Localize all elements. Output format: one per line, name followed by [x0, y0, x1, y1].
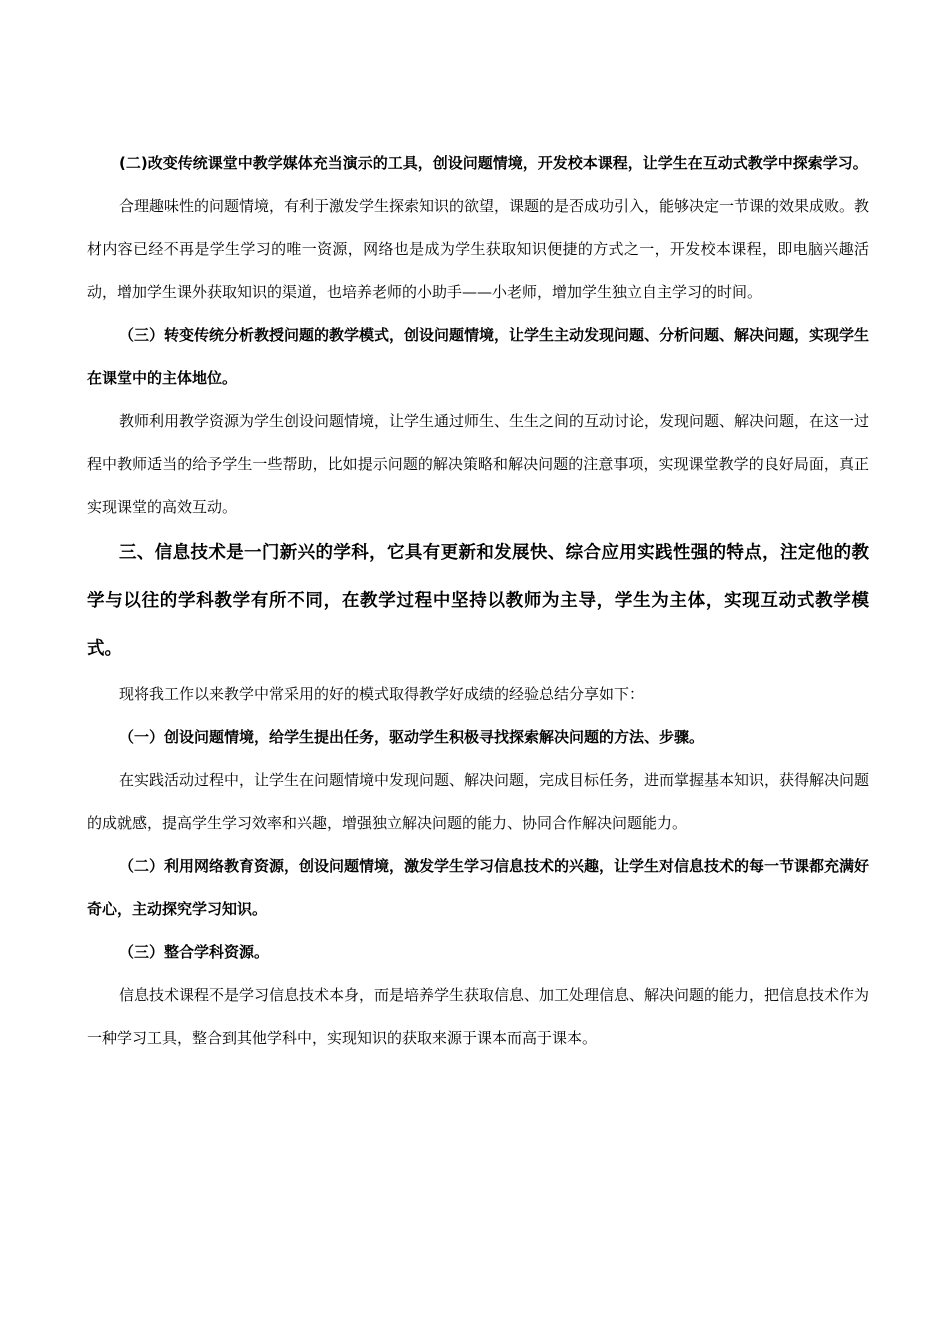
chapter-heading-3: 三、信息技术是一门新兴的学科，它具有更新和发展快、综合应用实践性强的特点，注定他的教学与以往的学科教学有所不同，在教学过程中坚持以教师为主导，学生为主体，实现互动式教学模式。: [87, 543, 869, 659]
body-paragraph: 信息技术课程不是学习信息技术本身，而是培养学生获取信息、加工处理信息、解决问题的能力，把信息技术作为一种学习工具，整合到其他学科中，实现知识的获取来源于课本而高于课本。: [87, 986, 870, 1047]
body-paragraph: 在实践活动过程中，让学生在问题情境中发现问题、解决问题，完成目标任务，进而掌握基本知识，获得解决问题的成就感，提高学生学习效率和兴趣，增强独立解决问题的能力、协同合作解决问题能力。: [87, 771, 870, 832]
subsection-heading-2: （二）利用网络教育资源，创设问题情境，激发学生学习信息技术的兴趣，让学生对信息技术的每一节课都充满好奇心，主动探究学习知识。: [87, 857, 870, 918]
body-paragraph: 教师利用教学资源为学生创设问题情境，让学生通过师生、生生之间的互动讨论，发现问题、解决问题，在这一过程中教师适当的给予学生一些帮助，比如提示问题的解决策略和解决问题的注意事项，实现课堂教学的良好局面，真正实现课堂的高效互动。: [87, 412, 870, 516]
section-heading-2: (二)改变传统课堂中教学媒体充当演示的工具，创设问题情境，开发校本课程，让学生在互动式教学中探索学习。: [119, 154, 868, 172]
subsection-heading-1: （一）创设问题情境，给学生提出任务，驱动学生积极寻找探索解决问题的方法、步骤。: [119, 728, 705, 746]
section-heading-3: （三）转变传统分析教授问题的教学模式，创设问题情境，让学生主动发现问题、分析问题、解决问题，实现学生在课堂中的主体地位。: [87, 326, 870, 387]
subsection-heading-3: （三）整合学科资源。: [119, 943, 270, 961]
body-paragraph: 合理趣味性的问题情境，有利于激发学生探索知识的欲望，课题的是否成功引入，能够决定一节课的效果成败。教材内容已经不再是学生学习的唯一资源，网络也是成为学生获取知识便捷的方式之一，开发校本课程，即电脑兴趣活动，增加学生课外获取知识的渠道，也培养老师的小助手——小老师，增加学生独立自主学习的时间。: [87, 197, 870, 301]
document-page: [87, 142, 869, 1060]
body-paragraph: 现将我工作以来教学中常采用的好的模式取得教学好成绩的经验总结分享如下：: [119, 685, 645, 703]
